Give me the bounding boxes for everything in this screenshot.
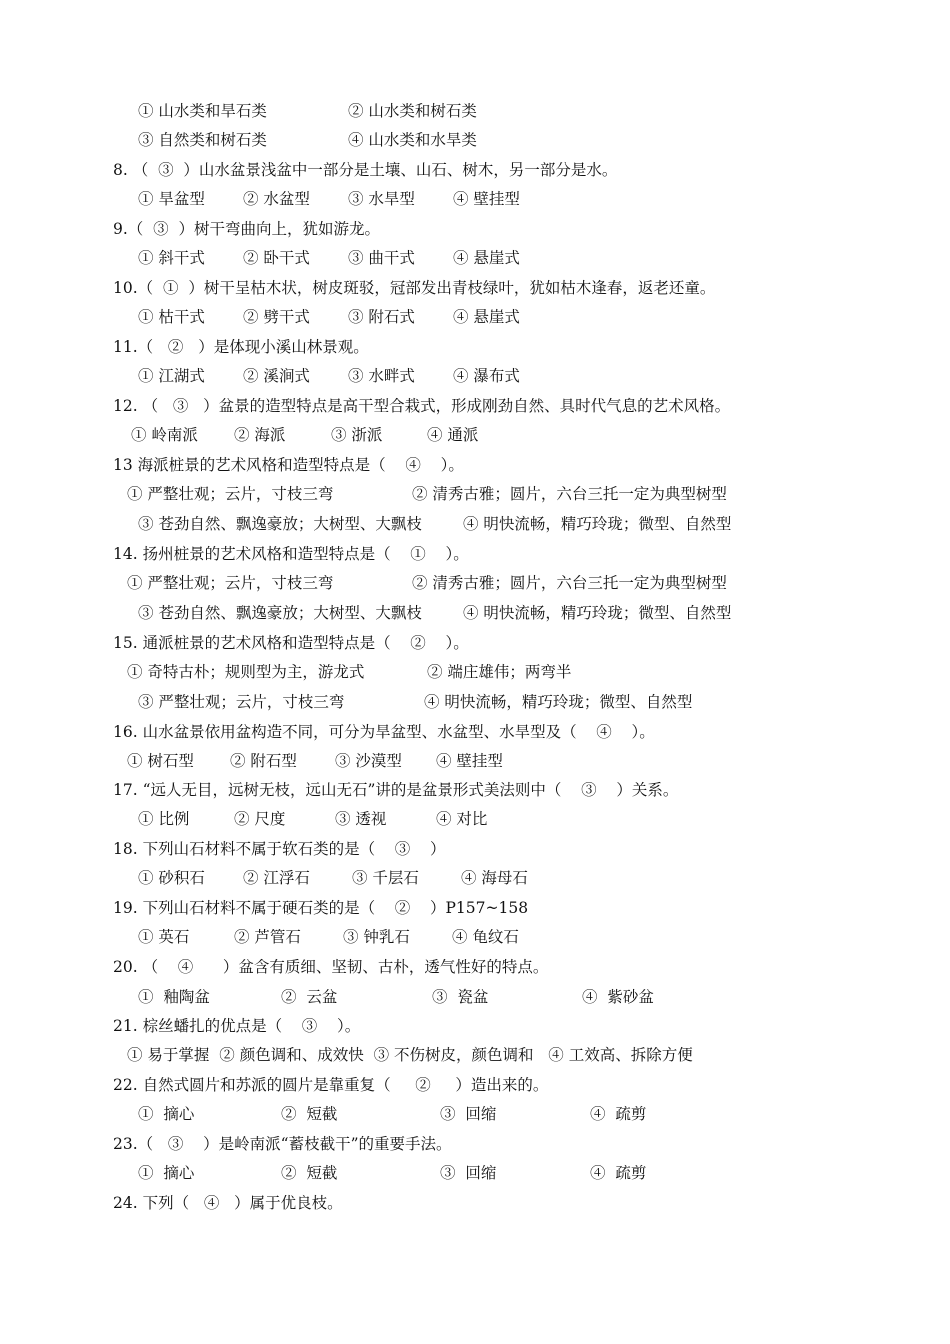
question-stem: 10.（ ① ）树干呈枯木状，树皮斑驳，冠部发出青枝绿叶，犹如枯木逢春，返老还童。: [113, 279, 716, 297]
option-row: [0, 1103, 950, 1125]
question-stem: 20. （ ④ ）盆含有质细、坚韧、古朴，透气性好的特点。: [113, 958, 549, 976]
answer-option: ① 严整壮观；云片，寸枝三弯: [127, 485, 334, 503]
question-stem: 19. 下列山石材料不属于硬石类的是（ ② ）P157~158: [113, 899, 529, 917]
answer-option: ④ 海母石: [461, 869, 528, 887]
answer-option: ③ 沙漠型: [335, 752, 402, 770]
option-row: [0, 483, 950, 505]
answer-option: ② 短截: [281, 1164, 338, 1182]
answer-option: ④ 壁挂型: [453, 190, 520, 208]
option-row: [0, 572, 950, 594]
answer-option: ② 劈干式: [243, 308, 310, 326]
answer-option: ① 奇特古朴；规则型为主，游龙式: [127, 663, 365, 681]
answer-option: ② 附石型: [230, 752, 297, 770]
answer-option: ③ 回缩: [440, 1105, 497, 1123]
question-stem: 21. 棕丝蟠扎的优点是（ ③ ）。: [113, 1017, 361, 1035]
option-row: [0, 808, 950, 830]
option-row: [0, 867, 950, 889]
question-stem: 16. 山水盆景依用盆构造不同，可分为旱盆型、水盆型、水旱型及（ ④ ）。: [113, 723, 655, 741]
question-stem: 15. 通派桩景的艺术风格和造型特点是（ ② ）。: [113, 634, 469, 652]
question-stem: 17. “远人无目，远树无枝，远山无石”讲的是盆景形式美法则中（ ③ ）关系。: [113, 781, 679, 799]
answer-option: ③ 严整壮观；云片，寸枝三弯: [138, 693, 345, 711]
question-stem: 8. （ ③ ）山水盆景浅盆中一部分是土壤、山石、树木，另一部分是水。: [113, 161, 618, 179]
answer-option: ④ 山水类和水旱类: [348, 131, 477, 149]
option-row: [0, 513, 950, 535]
answer-option: ④ 疏剪: [590, 1164, 647, 1182]
option-row: [0, 602, 950, 624]
answer-option: ① 树石型: [127, 752, 194, 770]
answer-option: ① 枯干式: [138, 308, 205, 326]
answer-option: ① 釉陶盆: [138, 988, 210, 1006]
answer-option: ③ 苍劲自然、飘逸豪放；大树型、大飘枝: [138, 604, 422, 622]
answer-option: ③ 自然类和树石类: [138, 131, 267, 149]
question-stem: 24. 下列（ ④ ）属于优良枝。: [113, 1194, 343, 1212]
option-row: [0, 926, 950, 948]
answer-option: ② 清秀古雅；圆片，六台三托一定为典型树型: [412, 574, 727, 592]
question-stem: 11.（ ② ）是体现小溪山林景观。: [113, 338, 369, 356]
answer-option: ① 砂积石: [138, 869, 205, 887]
answer-option: ④ 紫砂盆: [582, 988, 654, 1006]
answer-option: ④ 通派: [427, 426, 479, 444]
answer-option: ④ 龟纹石: [452, 928, 519, 946]
answer-option: ② 芦管石: [234, 928, 301, 946]
answer-option: ③ 透视: [335, 810, 387, 828]
answer-option: ③ 浙派: [331, 426, 383, 444]
answer-option: ④ 对比: [436, 810, 488, 828]
answer-option: ③ 苍劲自然、飘逸豪放；大树型、大飘枝: [138, 515, 422, 533]
question-stem: 18. 下列山石材料不属于软石类的是（ ③ ）: [113, 840, 446, 858]
answer-option: ③ 钟乳石: [343, 928, 410, 946]
option-row: [0, 129, 950, 151]
answer-option: ③ 曲干式: [348, 249, 415, 267]
answer-option: ② 海派: [234, 426, 286, 444]
answer-option: ④ 壁挂型: [436, 752, 503, 770]
answer-option: ① 摘心: [138, 1164, 195, 1182]
option-row: [0, 661, 950, 683]
answer-option: ① 江湖式: [138, 367, 205, 385]
answer-option: ③ 瓷盆: [432, 988, 489, 1006]
option-row: [0, 306, 950, 328]
answer-option: ① 旱盆型: [138, 190, 205, 208]
answer-option: ④ 悬崖式: [453, 308, 520, 326]
option-row: [0, 1044, 950, 1066]
option-row: [0, 1162, 950, 1184]
answer-option: ① 岭南派: [131, 426, 198, 444]
option-row: [0, 986, 950, 1008]
question-stem: 9.（ ③ ）树干弯曲向上，犹如游龙。: [113, 220, 380, 238]
answer-option: ① 英石: [138, 928, 190, 946]
option-row: [0, 424, 950, 446]
answer-option: ① 斜干式: [138, 249, 205, 267]
answer-option: ③ 千层石: [352, 869, 419, 887]
answer-option: ③ 回缩: [440, 1164, 497, 1182]
answer-option: ① 山水类和旱石类: [138, 102, 267, 120]
answer-option: ② 卧干式: [243, 249, 310, 267]
question-stem: 12. （ ③ ）盆景的造型特点是高干型合栽式，形成刚劲自然、具时代气息的艺术风格。: [113, 397, 731, 415]
question-stem: 22. 自然式圆片和苏派的圆片是靠重复（ ② ）造出来的。: [113, 1076, 549, 1094]
option-row: [0, 691, 950, 713]
question-stem: 14. 扬州桩景的艺术风格和造型特点是（ ① ）。: [113, 545, 469, 563]
answer-option: ④ 明快流畅，精巧玲珑；微型、自然型: [463, 604, 732, 622]
answer-option: ② 江浮石: [243, 869, 310, 887]
option-row: [0, 188, 950, 210]
answer-option: ④ 明快流畅，精巧玲珑；微型、自然型: [463, 515, 732, 533]
answer-option: ② 端庄雄伟；两弯半: [427, 663, 572, 681]
question-stem: 13 海派桩景的艺术风格和造型特点是（ ④ ）。: [113, 456, 464, 474]
option-row: [0, 365, 950, 387]
answer-option: ② 尺度: [234, 810, 286, 828]
option-row: [0, 750, 950, 772]
answer-option: ② 短截: [281, 1105, 338, 1123]
answer-option: ④ 悬崖式: [453, 249, 520, 267]
answer-option: ③ 水畔式: [348, 367, 415, 385]
answer-option: ② 水盆型: [243, 190, 310, 208]
answer-option: ② 清秀古雅；圆片，六台三托一定为典型树型: [412, 485, 727, 503]
option-row: [0, 100, 950, 122]
answer-option: ① 比例: [138, 810, 190, 828]
answer-option: ① 严整壮观；云片，寸枝三弯: [127, 574, 334, 592]
answer-option: ③ 水旱型: [348, 190, 415, 208]
answer-option: ② 溪涧式: [243, 367, 310, 385]
answer-option: ④ 疏剪: [590, 1105, 647, 1123]
answer-option: ① 易于掌握 ② 颜色调和、成效快 ③ 不伤树皮，颜色调和 ④ 工效高、拆除方便: [127, 1046, 693, 1064]
question-stem: 23.（ ③ ）是岭南派“蓄枝截干”的重要手法。: [113, 1135, 452, 1153]
answer-option: ④ 明快流畅，精巧玲珑；微型、自然型: [424, 693, 693, 711]
answer-option: ④ 瀑布式: [453, 367, 520, 385]
answer-option: ① 摘心: [138, 1105, 195, 1123]
answer-option: ② 山水类和树石类: [348, 102, 477, 120]
option-row: [0, 247, 950, 269]
answer-option: ③ 附石式: [348, 308, 415, 326]
answer-option: ② 云盆: [281, 988, 338, 1006]
